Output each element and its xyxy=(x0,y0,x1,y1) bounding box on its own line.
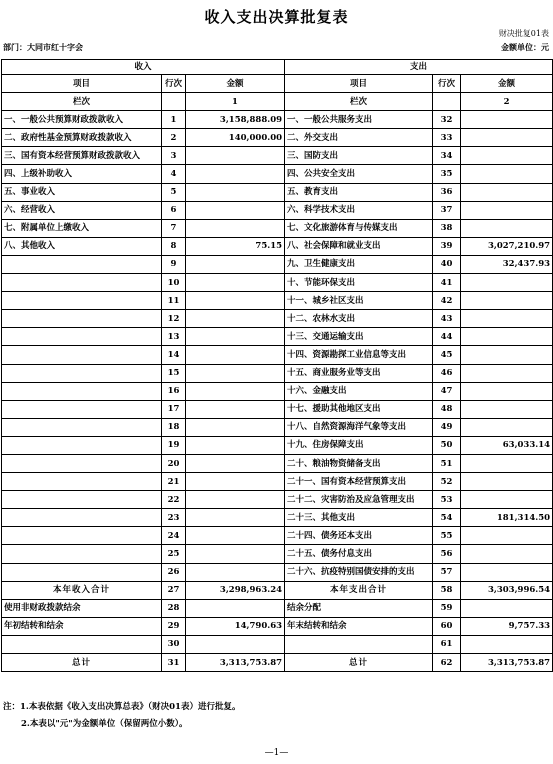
currency-unit-label: 金额单位：元 xyxy=(501,42,549,52)
expense-amount xyxy=(461,635,553,653)
income-item: 总计 xyxy=(2,654,162,672)
expense-amount xyxy=(461,274,553,292)
expense-amount: 181,314.50 xyxy=(461,509,553,527)
table-row xyxy=(2,111,553,129)
income-amount xyxy=(186,183,285,201)
expense-amount xyxy=(461,382,553,400)
income-item: 六、经营收入 xyxy=(2,201,162,219)
income-line-no: 11 xyxy=(162,292,186,310)
table-row xyxy=(2,563,553,581)
income-amount xyxy=(186,491,285,509)
expense-item: 六、科学技术支出 xyxy=(285,201,433,219)
income-line-no: 16 xyxy=(162,382,186,400)
notes xyxy=(3,700,240,734)
table-row xyxy=(2,617,553,635)
table-row xyxy=(2,328,553,346)
income-line-no: 5 xyxy=(162,183,186,201)
expense-line-no: 39 xyxy=(433,237,461,255)
page-title: 收入支出决算批复表 xyxy=(204,8,349,26)
expense-amount xyxy=(461,418,553,436)
table-row xyxy=(2,310,553,328)
expense-item: 十四、资源勘探工业信息等支出 xyxy=(285,346,433,364)
income-item xyxy=(2,436,162,454)
expense-item: 总计 xyxy=(285,654,433,672)
income-line-no: 12 xyxy=(162,310,186,328)
expense-line-header: 行次 xyxy=(433,75,461,93)
table-row xyxy=(2,364,553,382)
income-item xyxy=(2,274,162,292)
expense-item: 二十六、抗疫特别国债安排的支出 xyxy=(285,563,433,581)
expense-line-no: 44 xyxy=(433,328,461,346)
expense-amount: 3,313,753.87 xyxy=(461,654,553,672)
expense-item: 十九、住房保障支出 xyxy=(285,436,433,454)
expense-line-no: 37 xyxy=(433,201,461,219)
income-line-no: 28 xyxy=(162,599,186,617)
table-row xyxy=(2,346,553,364)
income-amount xyxy=(186,545,285,563)
table-row xyxy=(2,201,553,219)
expense-line-no: 32 xyxy=(433,111,461,129)
expense-item-header: 项目 xyxy=(285,75,433,93)
note-2: 2.本表以"元"为金额单位（保留两位小数）。 xyxy=(21,719,188,729)
table-row xyxy=(2,473,553,491)
income-amount xyxy=(186,274,285,292)
expense-line-no: 61 xyxy=(433,635,461,653)
page-number: —1— xyxy=(264,748,289,758)
expense-column-index-line xyxy=(433,93,461,111)
income-item: 使用非财政拨款结余 xyxy=(2,599,162,617)
income-amount xyxy=(186,418,285,436)
income-line-no: 6 xyxy=(162,201,186,219)
table-row xyxy=(2,491,553,509)
income-line-no: 18 xyxy=(162,418,186,436)
expense-item: 四、公共安全支出 xyxy=(285,165,433,183)
income-line-no: 7 xyxy=(162,219,186,237)
income-amount xyxy=(186,473,285,491)
income-column-index-line xyxy=(162,93,186,111)
income-line-no: 8 xyxy=(162,237,186,255)
income-item-header: 项目 xyxy=(2,75,162,93)
income-amount: 3,158,888.09 xyxy=(186,111,285,129)
expense-line-no: 56 xyxy=(433,545,461,563)
income-item: 四、上级补助收入 xyxy=(2,165,162,183)
expense-item: 十六、金融支出 xyxy=(285,382,433,400)
income-line-no: 27 xyxy=(162,581,186,599)
income-line-no: 2 xyxy=(162,129,186,147)
table-row xyxy=(2,292,553,310)
income-line-no: 31 xyxy=(162,654,186,672)
income-line-no: 15 xyxy=(162,364,186,382)
expense-amount xyxy=(461,201,553,219)
income-item xyxy=(2,635,162,653)
income-amount xyxy=(186,527,285,545)
income-amount xyxy=(186,454,285,472)
income-item xyxy=(2,255,162,273)
income-item xyxy=(2,382,162,400)
note-1: 注：1.本表依据《收入支出决算总表》（财决01表）进行批复。 xyxy=(3,702,241,712)
income-item: 二、政府性基金预算财政拨款收入 xyxy=(2,129,162,147)
expense-item: 十三、交通运输支出 xyxy=(285,328,433,346)
expense-line-no: 43 xyxy=(433,310,461,328)
expense-item: 十一、城乡社区支出 xyxy=(285,292,433,310)
income-amount xyxy=(186,201,285,219)
expense-item: 十二、农林水支出 xyxy=(285,310,433,328)
income-amount xyxy=(186,635,285,653)
income-amount xyxy=(186,219,285,237)
table-row xyxy=(2,219,553,237)
expense-amount xyxy=(461,599,553,617)
income-amount: 3,313,753.87 xyxy=(186,654,285,672)
table-row xyxy=(2,147,553,165)
expense-amount xyxy=(461,563,553,581)
expense-column-index-value: 2 xyxy=(461,93,553,111)
expense-line-no: 47 xyxy=(433,382,461,400)
table-row xyxy=(2,509,553,527)
expense-line-no: 51 xyxy=(433,454,461,472)
income-amount: 75.15 xyxy=(186,237,285,255)
income-amount xyxy=(186,310,285,328)
expense-item: 二十四、债务还本支出 xyxy=(285,527,433,545)
income-amount xyxy=(186,509,285,527)
income-item xyxy=(2,563,162,581)
income-line-no: 21 xyxy=(162,473,186,491)
income-expense-table xyxy=(1,59,553,672)
income-line-no: 19 xyxy=(162,436,186,454)
expense-item: 本年支出合计 xyxy=(285,581,433,599)
expense-line-no: 42 xyxy=(433,292,461,310)
table-row xyxy=(2,436,553,454)
income-item xyxy=(2,473,162,491)
income-line-no: 29 xyxy=(162,617,186,635)
expense-amount xyxy=(461,147,553,165)
expense-item: 一、一般公共服务支出 xyxy=(285,111,433,129)
expense-amount: 3,027,210.97 xyxy=(461,237,553,255)
table-row xyxy=(2,527,553,545)
income-line-no: 13 xyxy=(162,328,186,346)
table-row xyxy=(2,599,553,617)
expense-item: 二十一、国有资本经营预算支出 xyxy=(285,473,433,491)
income-item xyxy=(2,418,162,436)
expense-line-no: 58 xyxy=(433,581,461,599)
expense-item xyxy=(285,635,433,653)
income-line-no: 20 xyxy=(162,454,186,472)
expense-amount: 3,303,996.54 xyxy=(461,581,553,599)
income-item: 年初结转和结余 xyxy=(2,617,162,635)
expense-amount xyxy=(461,545,553,563)
table-row xyxy=(2,400,553,418)
income-line-no: 26 xyxy=(162,563,186,581)
department-label: 部门：大同市红十字会 xyxy=(3,42,83,52)
expense-line-no: 55 xyxy=(433,527,461,545)
expense-line-no: 34 xyxy=(433,147,461,165)
income-line-no: 9 xyxy=(162,255,186,273)
income-column-index-label: 栏次 xyxy=(2,93,162,111)
expense-amount: 9,757.33 xyxy=(461,617,553,635)
income-amount xyxy=(186,563,285,581)
expense-line-no: 59 xyxy=(433,599,461,617)
income-item xyxy=(2,346,162,364)
income-amount xyxy=(186,382,285,400)
expense-item: 五、教育支出 xyxy=(285,183,433,201)
expense-amount xyxy=(461,219,553,237)
expense-amount xyxy=(461,400,553,418)
expense-amount xyxy=(461,111,553,129)
income-amount xyxy=(186,346,285,364)
income-line-no: 1 xyxy=(162,111,186,129)
income-amount-header: 金额 xyxy=(186,75,285,93)
table-row xyxy=(2,165,553,183)
income-line-no: 22 xyxy=(162,491,186,509)
income-amount xyxy=(186,436,285,454)
expense-amount-header: 金额 xyxy=(461,75,553,93)
expense-amount xyxy=(461,165,553,183)
expense-line-no: 35 xyxy=(433,165,461,183)
expense-line-no: 40 xyxy=(433,255,461,273)
income-line-no: 17 xyxy=(162,400,186,418)
table-row xyxy=(2,581,553,599)
income-line-no: 14 xyxy=(162,346,186,364)
expense-line-no: 50 xyxy=(433,436,461,454)
expense-amount: 63,033.14 xyxy=(461,436,553,454)
income-item xyxy=(2,310,162,328)
expense-amount xyxy=(461,129,553,147)
income-line-no: 10 xyxy=(162,274,186,292)
income-line-no: 3 xyxy=(162,147,186,165)
expense-amount: 32,437.93 xyxy=(461,255,553,273)
expense-amount xyxy=(461,310,553,328)
expense-line-no: 57 xyxy=(433,563,461,581)
income-item: 本年收入合计 xyxy=(2,581,162,599)
income-item xyxy=(2,509,162,527)
expense-line-no: 62 xyxy=(433,654,461,672)
expense-item: 二十、粮油物资储备支出 xyxy=(285,454,433,472)
expense-line-no: 36 xyxy=(433,183,461,201)
table-row xyxy=(2,183,553,201)
income-column-index-value: 1 xyxy=(186,93,285,111)
income-line-no: 24 xyxy=(162,527,186,545)
expense-line-no: 41 xyxy=(433,274,461,292)
income-amount xyxy=(186,292,285,310)
expense-line-no: 45 xyxy=(433,346,461,364)
table-row xyxy=(2,654,553,672)
expense-line-no: 48 xyxy=(433,400,461,418)
table-row xyxy=(2,545,553,563)
income-line-no: 25 xyxy=(162,545,186,563)
expense-line-no: 54 xyxy=(433,509,461,527)
expense-amount xyxy=(461,491,553,509)
income-item xyxy=(2,545,162,563)
expense-item: 二、外交支出 xyxy=(285,129,433,147)
expense-amount xyxy=(461,527,553,545)
income-item: 七、附属单位上缴收入 xyxy=(2,219,162,237)
income-amount xyxy=(186,328,285,346)
income-item xyxy=(2,328,162,346)
income-line-header: 行次 xyxy=(162,75,186,93)
expense-item: 九、卫生健康支出 xyxy=(285,255,433,273)
expense-amount xyxy=(461,328,553,346)
expense-header: 支出 xyxy=(285,60,553,75)
income-item xyxy=(2,364,162,382)
income-item: 一、一般公共预算财政拨款收入 xyxy=(2,111,162,129)
expense-item: 年末结转和结余 xyxy=(285,617,433,635)
expense-item: 结余分配 xyxy=(285,599,433,617)
income-item xyxy=(2,491,162,509)
expense-item: 二十五、债务付息支出 xyxy=(285,545,433,563)
expense-item: 十七、援助其他地区支出 xyxy=(285,400,433,418)
expense-item: 二十三、其他支出 xyxy=(285,509,433,527)
form-number: 财决批复01表 xyxy=(498,29,549,38)
table-row xyxy=(2,237,553,255)
income-item xyxy=(2,527,162,545)
expense-line-no: 38 xyxy=(433,219,461,237)
income-amount: 140,000.00 xyxy=(186,129,285,147)
expense-amount xyxy=(461,454,553,472)
income-item: 五、事业收入 xyxy=(2,183,162,201)
income-amount: 14,790.63 xyxy=(186,617,285,635)
table-row xyxy=(2,635,553,653)
income-item xyxy=(2,400,162,418)
income-item xyxy=(2,292,162,310)
expense-item: 十、节能环保支出 xyxy=(285,274,433,292)
income-amount xyxy=(186,400,285,418)
expense-amount xyxy=(461,292,553,310)
income-amount xyxy=(186,147,285,165)
expense-amount xyxy=(461,346,553,364)
table-row xyxy=(2,454,553,472)
income-amount xyxy=(186,364,285,382)
income-item xyxy=(2,454,162,472)
expense-amount xyxy=(461,364,553,382)
income-amount: 3,298,963.24 xyxy=(186,581,285,599)
expense-item: 三、国防支出 xyxy=(285,147,433,165)
income-amount xyxy=(186,255,285,273)
expense-line-no: 52 xyxy=(433,473,461,491)
expense-item: 七、文化旅游体育与传媒支出 xyxy=(285,219,433,237)
expense-line-no: 49 xyxy=(433,418,461,436)
expense-column-index-label: 栏次 xyxy=(285,93,433,111)
table-row xyxy=(2,129,553,147)
table-row xyxy=(2,255,553,273)
expense-item: 十五、商业服务业等支出 xyxy=(285,364,433,382)
expense-item: 八、社会保障和就业支出 xyxy=(285,237,433,255)
income-line-no: 23 xyxy=(162,509,186,527)
expense-amount xyxy=(461,473,553,491)
income-header: 收入 xyxy=(2,60,285,75)
table-row xyxy=(2,274,553,292)
expense-line-no: 60 xyxy=(433,617,461,635)
income-amount xyxy=(186,599,285,617)
income-item: 八、其他收入 xyxy=(2,237,162,255)
table-row xyxy=(2,382,553,400)
income-line-no: 30 xyxy=(162,635,186,653)
income-item: 三、国有资本经营预算财政拨款收入 xyxy=(2,147,162,165)
expense-line-no: 46 xyxy=(433,364,461,382)
expense-line-no: 53 xyxy=(433,491,461,509)
income-line-no: 4 xyxy=(162,165,186,183)
table-row xyxy=(2,418,553,436)
expense-item: 十八、自然资源海洋气象等支出 xyxy=(285,418,433,436)
income-amount xyxy=(186,165,285,183)
expense-amount xyxy=(461,183,553,201)
expense-item: 二十二、灾害防治及应急管理支出 xyxy=(285,491,433,509)
expense-line-no: 33 xyxy=(433,129,461,147)
